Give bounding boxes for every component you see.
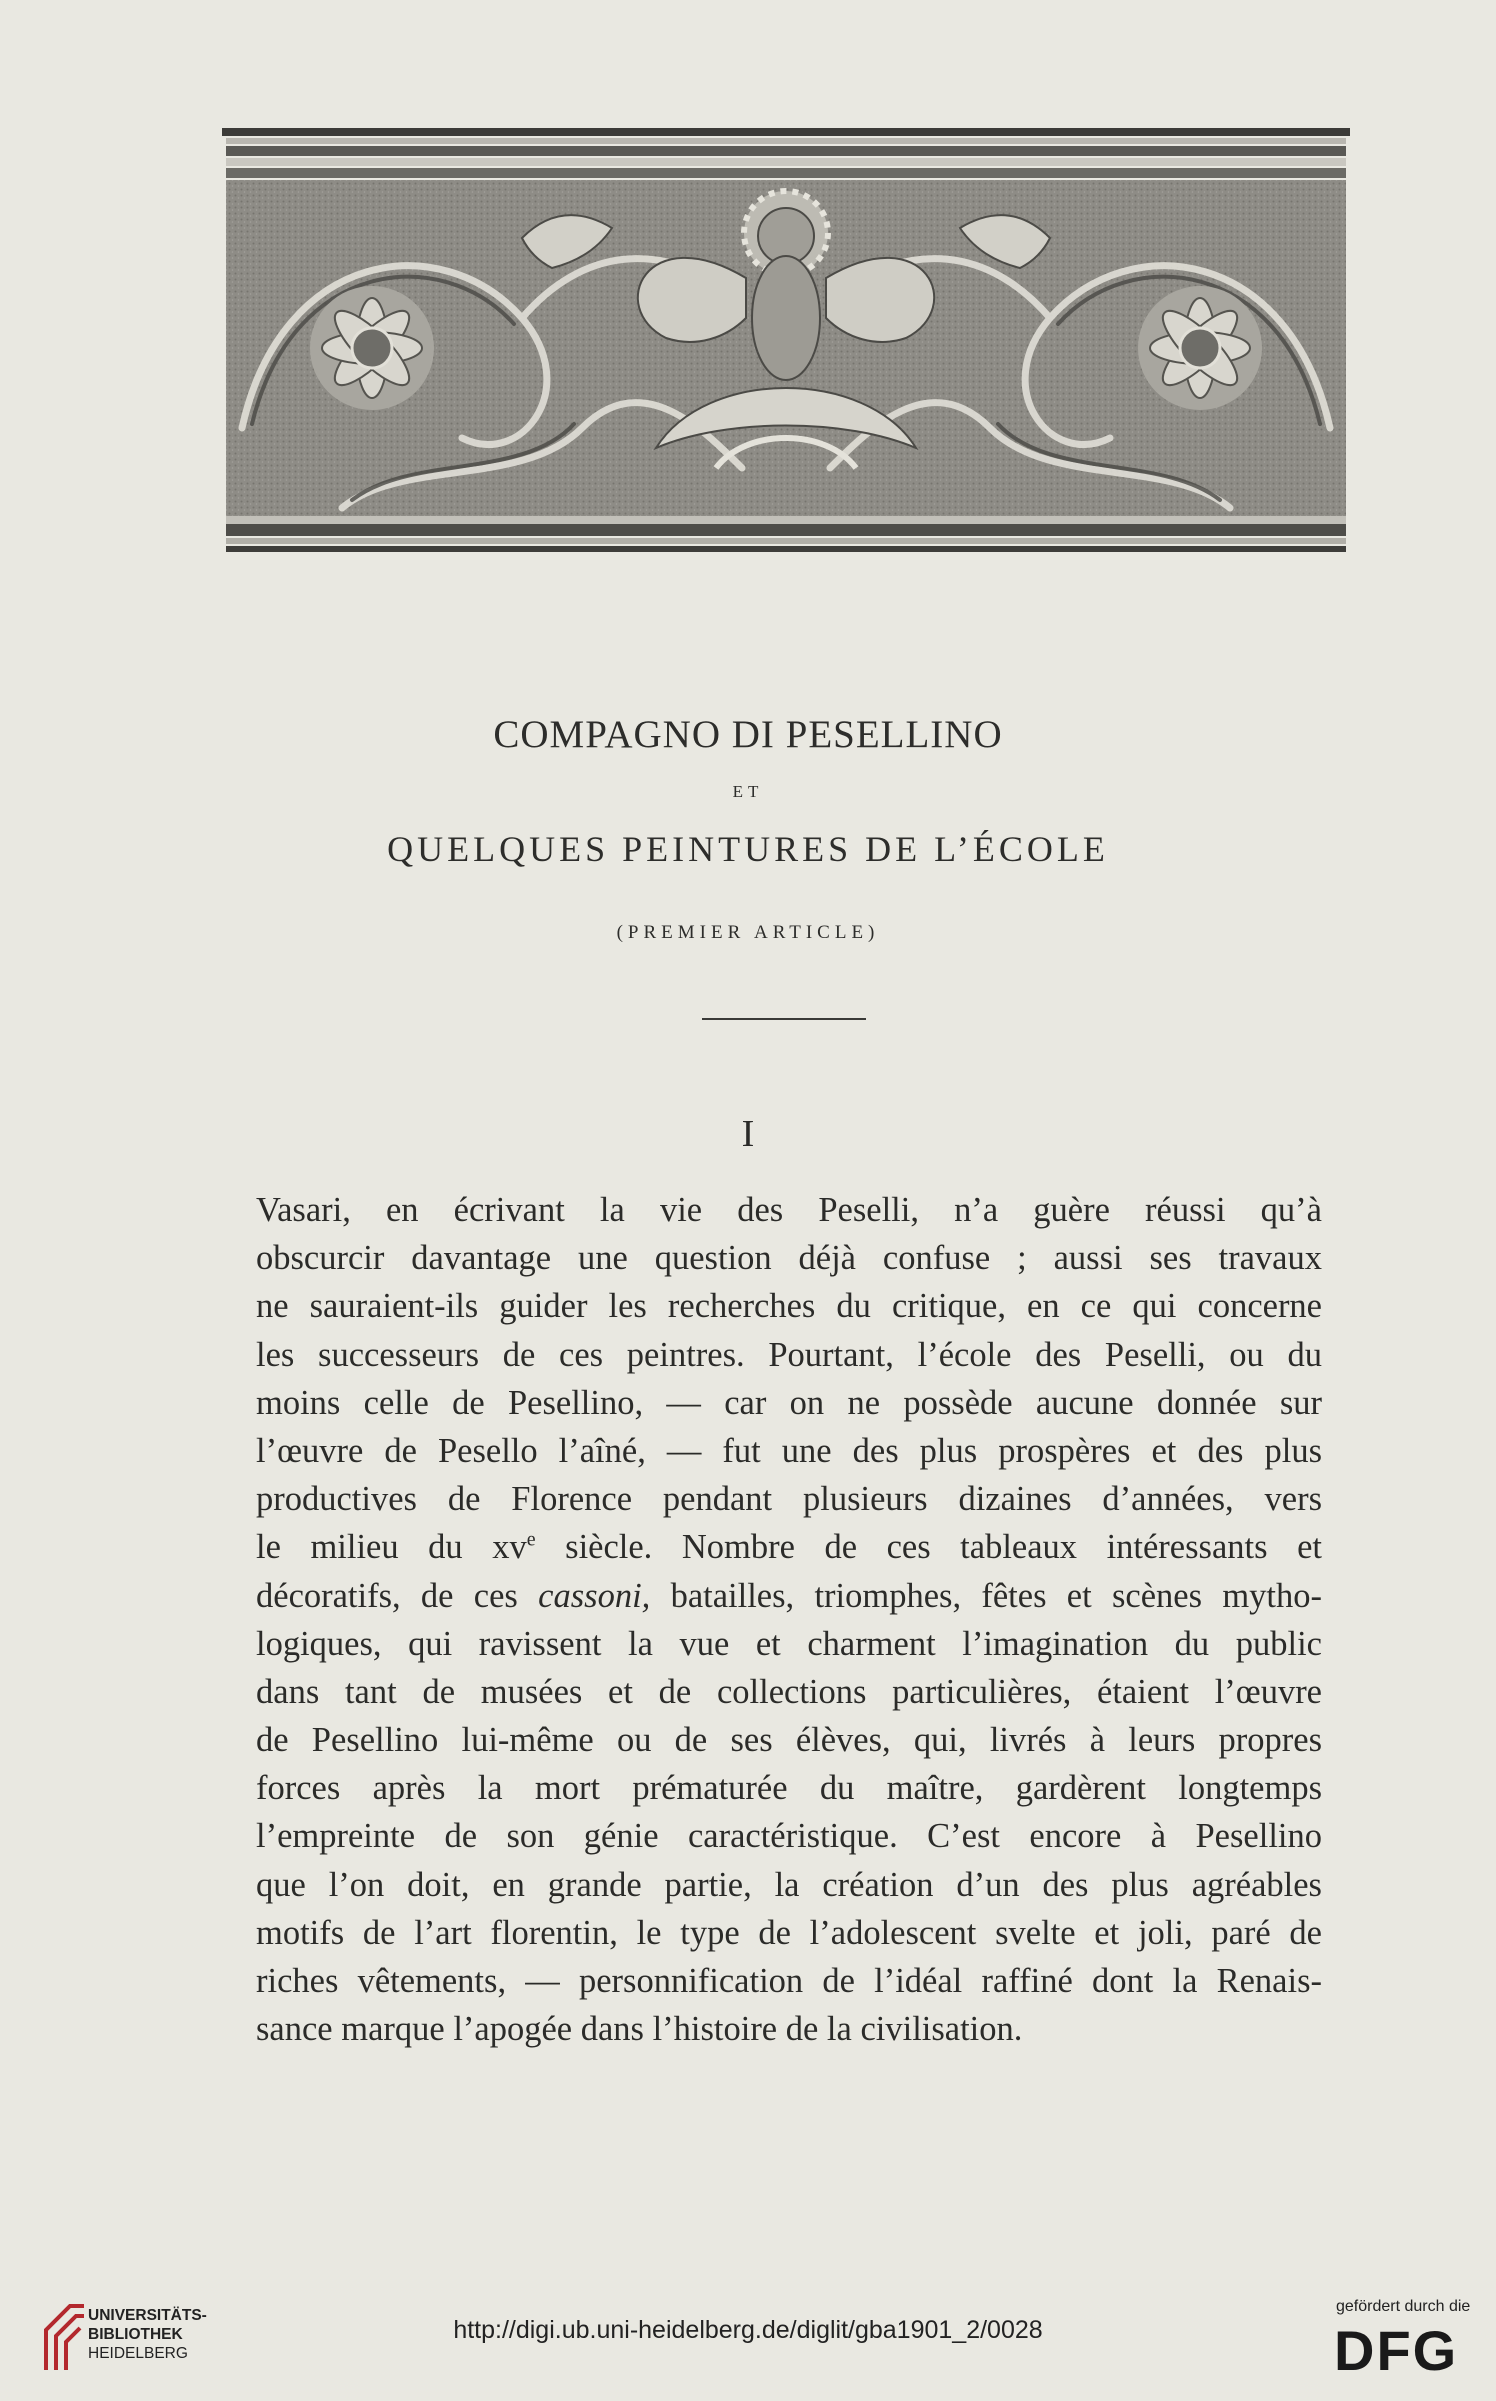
- article-subtitle: (PREMIER ARTICLE): [616, 922, 880, 943]
- paragraph-line: de Pesellino lui-même ou de ses élèves, qui, livrés à leurs propres: [256, 1721, 1322, 1760]
- article-title-et: ET: [732, 782, 764, 801]
- paragraph-line: Vasari, en écrivant la vie des Peselli, n’a guère réussi qu’à: [256, 1191, 1322, 1229]
- ornamental-frieze: [222, 128, 1350, 568]
- paragraph-line: logiques, qui ravissent la vue et charment l’imagination du public: [256, 1624, 1322, 1663]
- line-cassoni-italic: cassoni,: [538, 1576, 651, 1615]
- library-name-line3: HEIDELBERG: [88, 2345, 188, 2362]
- paragraph-line: que l’on doit, en grande partie, la création d’un des plus agréables: [256, 1865, 1322, 1904]
- article-title-line2: QUELQUES PEINTURES DE L’ÉCOLE: [387, 829, 1109, 869]
- title-divider: [702, 1018, 866, 1020]
- paragraph-line-xv: [256, 1523, 1322, 1571]
- line-xv-before: le milieu du xv: [256, 1528, 527, 1567]
- library-name-line1: UNIVERSITÄTS-: [88, 2307, 207, 2324]
- paragraph-line: sance marque l’apogée dans l’histoire de la civilisation.: [256, 2010, 1023, 2049]
- paragraph-line: forces après la mort prématurée du maître, gardèrent longtemps: [256, 1769, 1322, 1808]
- line-cassoni-before: décoratifs, de ces: [256, 1576, 539, 1615]
- paragraph-line: moins celle de Pesellino, — car on ne possède aucune donnée sur: [256, 1383, 1322, 1422]
- dfg-logo: DFG: [1334, 2319, 1459, 2382]
- section-number: I: [741, 1113, 755, 1155]
- body-paragraph: [256, 1186, 1322, 2053]
- line-xv-after: siècle. Nombre de ces tableaux intéressants et: [535, 1528, 1322, 1567]
- paragraph-line: obscurcir davantage une question déjà confuse ; aussi ses travaux: [256, 1239, 1322, 1278]
- library-name-line2: BIBLIOTHEK: [88, 2326, 183, 2343]
- paragraph-line: motifs de l’art florentin, le type de l’adolescent svelte et joli, paré de: [256, 1913, 1322, 1952]
- paragraph-line: ne sauraient-ils guider les recherches du critique, en ce qui concerne: [256, 1287, 1322, 1326]
- paragraph-line: l’empreinte de son génie caractéristique. C’est encore à Pesellino: [256, 1817, 1322, 1856]
- paragraph-line: les successeurs de ces peintres. Pourtant, l’école des Peselli, ou du: [256, 1335, 1322, 1374]
- paragraph-line: riches vêtements, — personnification de l’idéal raffiné dont la Renais-: [256, 1962, 1322, 2000]
- source-url-link[interactable]: http://digi.ub.uni-heidelberg.de/diglit/gba1901_2/0028: [453, 2316, 1043, 2344]
- line-cassoni-after: batailles, triomphes, fêtes et scènes mytho-: [650, 1576, 1322, 1615]
- paragraph-line: dans tant de musées et de collections particulières, étaient l’œuvre: [256, 1672, 1322, 1711]
- line-xv-sup: e: [526, 1528, 536, 1551]
- paragraph-line: productives de Florence pendant plusieurs dizaines d’années, vers: [256, 1480, 1322, 1519]
- article-title-line1: COMPAGNO DI PESELLINO: [493, 713, 1003, 756]
- paragraph-line-cassoni: [256, 1572, 1322, 1620]
- paragraph-line: l’œuvre de Pesello l’aîné, — fut une des plus prospères et des plus: [256, 1431, 1322, 1470]
- funded-by-label: gefördert durch die: [1336, 2298, 1471, 2315]
